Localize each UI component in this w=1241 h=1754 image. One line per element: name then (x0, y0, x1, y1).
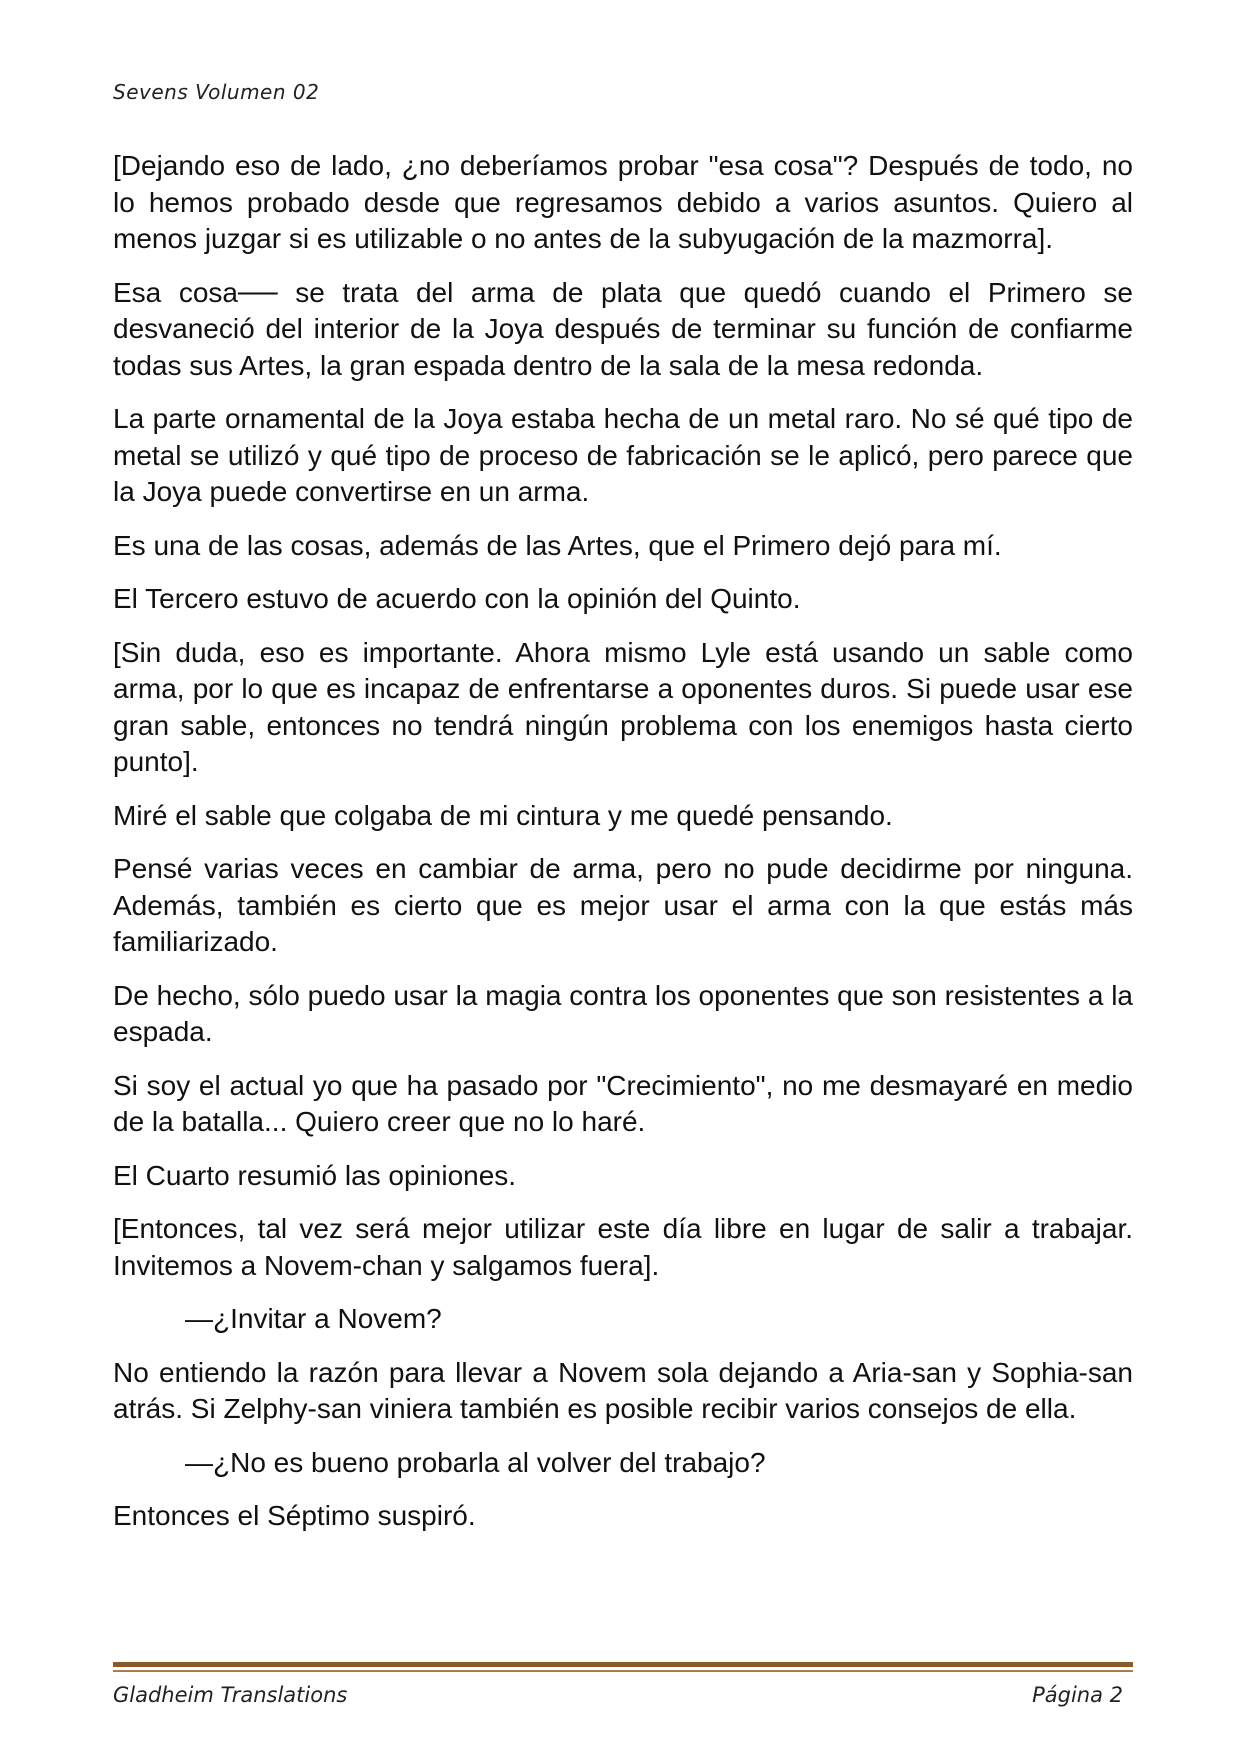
paragraph: De hecho, sólo puedo usar la magia contra los oponentes que son resistentes a la espada. (113, 979, 1133, 1047)
paragraph: Miré el sable que colgaba de mi cintura y me quedé pensando. (113, 799, 893, 831)
paragraph: El Tercero estuvo de acuerdo con la opinión del Quinto. (113, 583, 801, 614)
page-header: Sevens Volumen 02 (113, 80, 320, 104)
paragraph: [Dejando eso de lado, ¿no deberíamos probar "esa cosa"? Después de todo, no lo hemos probado desde que regresamos debido a varios asuntos. Quiero al menos juzgar si es utilizable o no antes de la subyugación de la mazmorra]. (113, 150, 1133, 254)
paragraph: Pensé varias veces en cambiar de arma, pero no pude decidirme por ninguna. Además, también es cierto que es mejor usar el arma con la que estás más familiarizado. (113, 853, 1133, 957)
paragraph: [Entonces, tal vez será mejor utilizar este día libre en lugar de salir a trabajar. Invitemos a Novem-chan y salgamos fuera]. (113, 1213, 1133, 1281)
footer-divider (113, 1662, 1133, 1667)
paragraph: Esa cosa── se trata del arma de plata que quedó cuando el Primero se desvaneció del interior de la Joya después de terminar su función de confiarme todas sus Artes, la gran espada dentro de la sala de la mesa redonda. (113, 276, 1133, 381)
paragraph: Es una de las cosas, además de las Artes, que el Primero dejó para mí. (113, 529, 1002, 561)
paragraph: El Cuarto resumió las opiniones. (113, 1159, 517, 1191)
paragraph: No entiendo la razón para llevar a Novem sola dejando a Aria-san y Sophia-san atrás. Si Zelphy-san viniera también es posible recibir varios consejos de ella. (113, 1356, 1133, 1424)
paragraph: Entonces el Séptimo suspiró. (113, 1500, 476, 1531)
body-text (113, 148, 1133, 1552)
dialog-line: —¿Invitar a Novem? (185, 1303, 442, 1334)
paragraph: [Sin duda, eso es importante. Ahora mismo Lyle está usando un sable como arma, por lo que es incapaz de enfrentarse a oponentes duros. Si puede usar ese gran sable, entonces no tendrá ningún problema con los enemigos hasta cierto punto]. (113, 636, 1133, 777)
footer-divider-thin (113, 1670, 1133, 1672)
dialog-line: —¿No es bueno probarla al volver del trabajo? (185, 1446, 766, 1478)
page-number: Página 2 (1032, 1683, 1123, 1707)
paragraph: La parte ornamental de la Joya estaba hecha de un metal raro. No sé qué tipo de metal se utilizó y qué tipo de proceso de fabricación se le aplicó, pero parece que la Joya puede convertirse en un arma. (113, 403, 1133, 507)
footer-translator: Gladheim Translations (113, 1683, 348, 1707)
paragraph: Si soy el actual yo que ha pasado por "Crecimiento", no me desmayaré en medio de la batalla... Quiero creer que no lo haré. (113, 1069, 1133, 1137)
